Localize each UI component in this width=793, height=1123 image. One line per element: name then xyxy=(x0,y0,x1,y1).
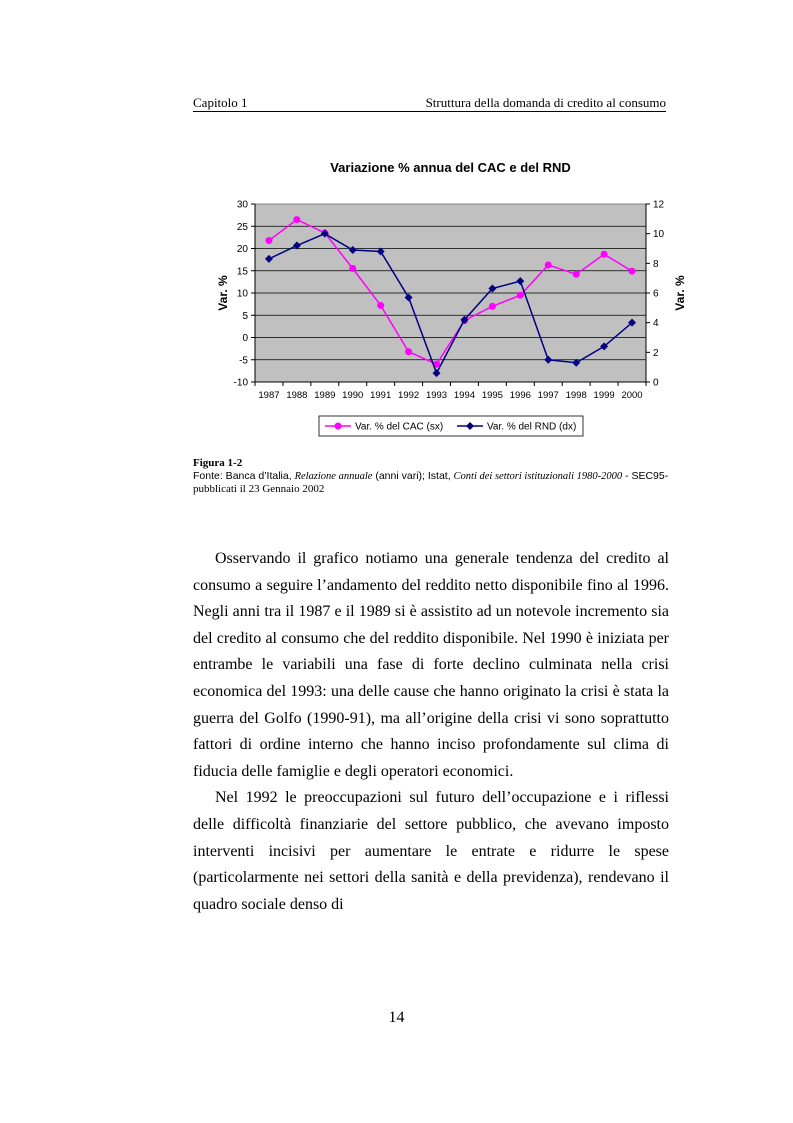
figure-label: Figura 1-2 xyxy=(193,457,243,469)
y-tick-label-right: 10 xyxy=(653,229,665,241)
figure-caption xyxy=(193,457,673,496)
source-suffix: - SEC95- xyxy=(622,470,669,482)
series-point-1 xyxy=(265,237,272,244)
y-tick-label-right: 0 xyxy=(653,377,659,389)
y-tick-label-left: 25 xyxy=(236,221,248,233)
y-tick-label-left: -10 xyxy=(233,377,248,389)
x-tick-label: 1988 xyxy=(286,390,308,401)
y-tick-label-left: 30 xyxy=(236,199,248,211)
x-tick-label: 1991 xyxy=(370,390,392,401)
x-tick-label: 1990 xyxy=(342,390,364,401)
x-tick-label: 1993 xyxy=(425,390,448,401)
paragraph-1: Osservando il grafico notiamo una generale tendenza del credito al consumo a seguire l’andamento del reddito netto disponibile fino al 1996. Negli anni tra il 1987 e il 1989 si è assistito ad un notevole incremento sia del credito al consumo che del reddito disponibile. Nel 1990 è iniziata per entrambe le variabili una fase di forte declino culminata nella crisi economica del 1993: una delle cause che hanno originato la crisi è stata la guerra del Golfo (1990-91), ma all’origine della crisi vi sono soprattutto fattori di ordine interno che hanno inciso profondamente sul clima di fiducia delle famiglie e degli operatori economici. xyxy=(193,550,669,780)
figure-source xyxy=(193,470,668,482)
series-point-1 xyxy=(573,271,580,278)
y-tick-label-right: 4 xyxy=(653,318,659,330)
y-axis-label-left: Var. % xyxy=(216,275,230,311)
legend-label-2: Var. % del RND (dx) xyxy=(487,421,577,433)
series-point-1 xyxy=(349,265,356,272)
line-chart xyxy=(193,150,703,450)
y-tick-label-left: 5 xyxy=(242,310,248,322)
series-point-1 xyxy=(489,303,496,310)
x-tick-label: 1998 xyxy=(565,390,587,401)
y-tick-label-left: 0 xyxy=(242,333,248,344)
source-italic-1: Relazione annuale xyxy=(294,471,373,482)
x-tick-label: 1989 xyxy=(314,390,336,401)
x-tick-label: 1995 xyxy=(481,390,503,401)
series-point-1 xyxy=(293,216,300,223)
y-tick-label-right: 12 xyxy=(653,199,665,211)
section-title: Struttura della domanda di credito al consumo xyxy=(425,95,666,110)
legend-marker-1 xyxy=(335,423,342,430)
y-tick-label-left: 10 xyxy=(236,288,248,300)
series-point-1 xyxy=(517,292,524,299)
y-tick-label-right: 8 xyxy=(653,258,659,270)
series-point-1 xyxy=(629,268,636,275)
legend-label-1: Var. % del CAC (sx) xyxy=(355,421,444,433)
series-point-1 xyxy=(405,348,412,355)
source-mid: (anni vari); Istat, xyxy=(372,470,454,482)
x-tick-label: 1999 xyxy=(593,390,615,401)
x-tick-label: 1996 xyxy=(509,390,531,401)
x-tick-label: 1992 xyxy=(398,390,420,401)
chart-title: Variazione % annua del CAC e del RND xyxy=(330,160,571,175)
source-line-2: pubblicati il 23 Gennaio 2002 xyxy=(193,483,325,495)
x-tick-label: 1997 xyxy=(537,390,559,401)
series-point-1 xyxy=(377,302,384,309)
source-prefix: Fonte: Banca d’Italia, xyxy=(193,470,295,482)
x-tick-label: 1994 xyxy=(453,390,476,401)
y-tick-label-left: 15 xyxy=(236,266,248,278)
chapter-label: Capitolo 1 xyxy=(193,95,248,110)
x-tick-label: 1987 xyxy=(258,390,280,401)
page-header xyxy=(193,95,666,112)
x-tick-label: 2000 xyxy=(621,390,643,401)
page-number: 14 xyxy=(388,1009,405,1026)
y-tick-label-left: -5 xyxy=(239,355,248,367)
figure-chart xyxy=(193,150,703,450)
y-tick-label-right: 6 xyxy=(653,288,659,300)
series-point-1 xyxy=(601,251,608,258)
y-tick-label-right: 2 xyxy=(653,347,659,359)
body-text xyxy=(193,546,669,918)
y-axis-label-right: Var. % xyxy=(673,275,687,311)
series-point-1 xyxy=(545,261,552,268)
source-italic-2: Conti dei settori istituzionali 1980-2000 xyxy=(453,471,623,482)
paragraph-2: Nel 1992 le preoccupazioni sul futuro dell’occupazione e i riflessi delle difficoltà finanziarie del settore pubblico, che avevano imposto interventi incisivi per aumentare le entrate e ridurre le spese (particolarmente nei settori della sanità e della previdenza), rendevano il quadro sociale denso di xyxy=(193,789,669,913)
y-tick-label-left: 20 xyxy=(236,244,248,255)
